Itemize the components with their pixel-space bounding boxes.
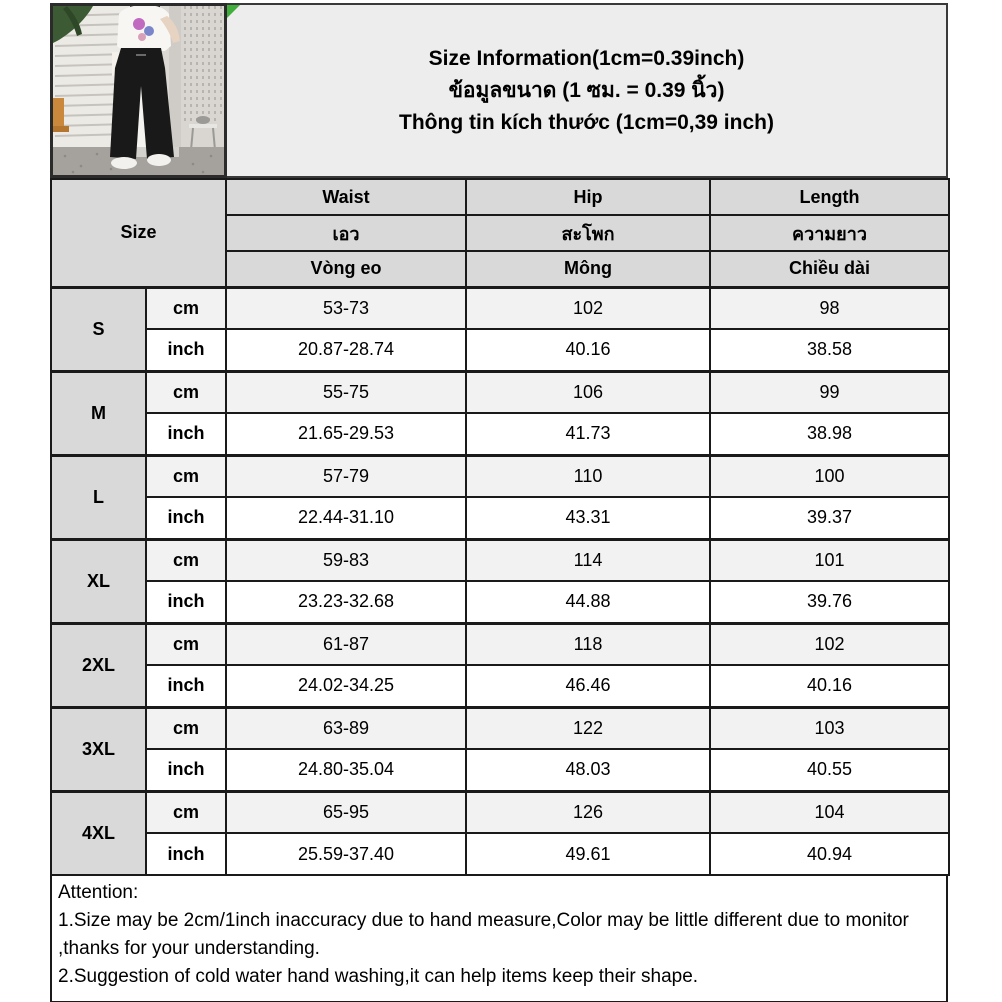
size-label-3XL: 3XL xyxy=(51,707,146,791)
size-label-L: L xyxy=(51,455,146,539)
product-photo xyxy=(50,3,227,178)
value-cell: 38.58 xyxy=(710,329,949,371)
value-cell: 114 xyxy=(466,539,710,581)
value-cell: 40.94 xyxy=(710,833,949,875)
value-cell: 63-89 xyxy=(226,707,466,749)
size-row-4XL-cm xyxy=(51,791,949,833)
value-cell: 104 xyxy=(710,791,949,833)
attention-box xyxy=(50,876,948,1002)
size-row-2XL-cm xyxy=(51,623,949,665)
value-cell: 40.16 xyxy=(710,665,949,707)
unit-cell-cm: cm xyxy=(146,623,226,665)
unit-cell-inch: inch xyxy=(146,749,226,791)
column-header-waist-th: เอว xyxy=(226,215,466,251)
value-cell: 23.23-32.68 xyxy=(226,581,466,623)
value-cell: 20.87-28.74 xyxy=(226,329,466,371)
value-cell: 110 xyxy=(466,455,710,497)
column-header-waist-vi: Vòng eo xyxy=(226,251,466,287)
value-cell: 22.44-31.10 xyxy=(226,497,466,539)
size-label-S: S xyxy=(51,287,146,371)
column-header-waist-en: Waist xyxy=(226,179,466,215)
value-cell: 49.61 xyxy=(466,833,710,875)
size-row-3XL-inch xyxy=(51,749,949,791)
size-row-XL-cm xyxy=(51,539,949,581)
value-cell: 103 xyxy=(710,707,949,749)
value-cell: 43.31 xyxy=(466,497,710,539)
size-label-XL: XL xyxy=(51,539,146,623)
value-cell: 40.55 xyxy=(710,749,949,791)
value-cell: 100 xyxy=(710,455,949,497)
value-cell: 41.73 xyxy=(466,413,710,455)
value-cell: 53-73 xyxy=(226,287,466,329)
unit-cell-inch: inch xyxy=(146,833,226,875)
unit-cell-cm: cm xyxy=(146,371,226,413)
value-cell: 25.59-37.40 xyxy=(226,833,466,875)
size-row-2XL-inch xyxy=(51,665,949,707)
unit-cell-inch: inch xyxy=(146,497,226,539)
value-cell: 101 xyxy=(710,539,949,581)
size-row-3XL-cm xyxy=(51,707,949,749)
value-cell: 98 xyxy=(710,287,949,329)
value-cell: 55-75 xyxy=(226,371,466,413)
size-table-header xyxy=(51,179,949,287)
title-english: Size Information(1cm=0.39inch) xyxy=(428,46,745,70)
size-chart-content xyxy=(50,3,948,1002)
value-cell: 57-79 xyxy=(226,455,466,497)
attention-heading: Attention: xyxy=(58,882,139,903)
value-cell: 106 xyxy=(466,371,710,413)
value-cell: 48.03 xyxy=(466,749,710,791)
title-thai: ข้อมูลขนาด (1 ซม. = 0.39 นิ้ว) xyxy=(448,78,725,102)
value-cell: 118 xyxy=(466,623,710,665)
unit-cell-cm: cm xyxy=(146,455,226,497)
value-cell: 38.98 xyxy=(710,413,949,455)
value-cell: 102 xyxy=(710,623,949,665)
value-cell: 126 xyxy=(466,791,710,833)
value-cell: 122 xyxy=(466,707,710,749)
unit-cell-cm: cm xyxy=(146,539,226,581)
unit-cell-inch: inch xyxy=(146,665,226,707)
value-cell: 39.76 xyxy=(710,581,949,623)
size-row-L-inch xyxy=(51,497,949,539)
product-photo-illustration xyxy=(53,6,224,175)
attention-line-1: 1.Size may be 2cm/1inch inaccuracy due to hand measure,Color may be little different due to monitor xyxy=(58,910,909,931)
size-row-M-inch xyxy=(51,413,949,455)
size-row-4XL-inch xyxy=(51,833,949,875)
top-row xyxy=(50,3,948,178)
unit-cell-cm: cm xyxy=(146,287,226,329)
value-cell: 40.16 xyxy=(466,329,710,371)
size-row-L-cm xyxy=(51,455,949,497)
unit-cell-cm: cm xyxy=(146,791,226,833)
size-table-body xyxy=(51,287,949,875)
value-cell: 46.46 xyxy=(466,665,710,707)
size-label-2XL: 2XL xyxy=(51,623,146,707)
value-cell: 99 xyxy=(710,371,949,413)
value-cell: 21.65-29.53 xyxy=(226,413,466,455)
unit-cell-cm: cm xyxy=(146,707,226,749)
size-table xyxy=(50,178,950,876)
value-cell: 44.88 xyxy=(466,581,710,623)
green-corner-accent xyxy=(227,5,240,18)
column-header-length-th: ความยาว xyxy=(710,215,949,251)
value-cell: 59-83 xyxy=(226,539,466,581)
column-header-hip-vi: Mông xyxy=(466,251,710,287)
value-cell: 65-95 xyxy=(226,791,466,833)
attention-line-3: 2.Suggestion of cold water hand washing,it can help items keep their shape. xyxy=(58,966,699,987)
size-header-cell: Size xyxy=(51,179,226,287)
column-header-length-vi: Chiều dài xyxy=(710,251,949,287)
value-cell: 24.02-34.25 xyxy=(226,665,466,707)
value-cell: 24.80-35.04 xyxy=(226,749,466,791)
unit-cell-inch: inch xyxy=(146,413,226,455)
size-row-S-cm xyxy=(51,287,949,329)
attention-line-2: ,thanks for your understanding. xyxy=(58,938,320,959)
value-cell: 102 xyxy=(466,287,710,329)
size-row-S-inch xyxy=(51,329,949,371)
size-row-M-cm xyxy=(51,371,949,413)
size-row-XL-inch xyxy=(51,581,949,623)
column-header-hip-en: Hip xyxy=(466,179,710,215)
value-cell: 61-87 xyxy=(226,623,466,665)
size-label-4XL: 4XL xyxy=(51,791,146,875)
title-vietnamese: Thông tin kích thước (1cm=0,39 inch) xyxy=(399,110,774,134)
unit-cell-inch: inch xyxy=(146,329,226,371)
size-label-M: M xyxy=(51,371,146,455)
title-box xyxy=(227,3,948,178)
column-header-length-en: Length xyxy=(710,179,949,215)
column-header-hip-th: สะโพก xyxy=(466,215,710,251)
value-cell: 39.37 xyxy=(710,497,949,539)
unit-cell-inch: inch xyxy=(146,581,226,623)
